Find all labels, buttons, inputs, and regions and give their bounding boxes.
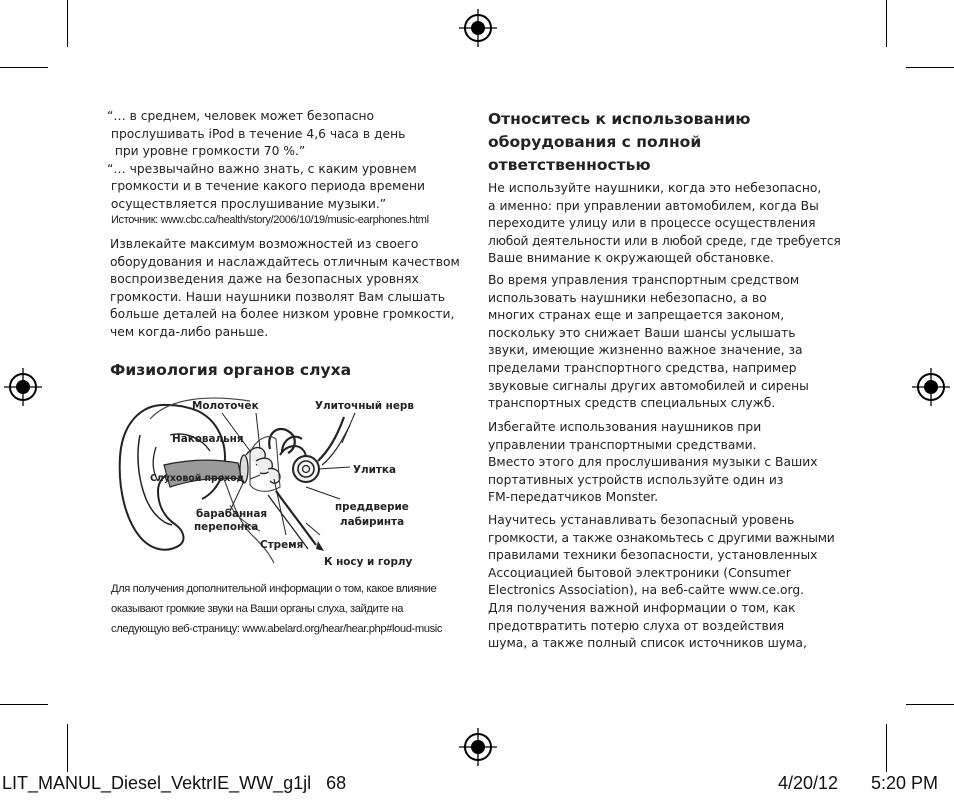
text-line: портативных устройств используйте один из [488,472,784,487]
registration-mark-icon [911,367,951,407]
paragraph-no-unsafe-use [488,180,841,268]
text-line: любой деятельности или в любой среде, где требуется [488,233,841,248]
label-hammer: Молоточек [192,400,259,412]
section-title: Физиология органов слуха [110,361,352,379]
quote-line: при уровне громкости 70 %.” [107,144,306,159]
label-vestibule: лабиринта [340,516,405,528]
text-line: пределами транспортного средства, например [488,360,797,375]
text-line: поскольку это снижает Ваши шансы услышать [488,325,796,340]
text-line: Для получения важной информации о том, как [488,600,796,615]
label-vestibule: преддверие [335,501,409,513]
print-date: 4/20/12 [778,773,839,793]
note-line: следующую веб-страницу: www.abelard.org/hear/hear.php#loud-music [111,623,443,635]
text-line: Вместо этого для прослушивания музыки с Ваших [488,455,818,470]
label-auditory-nerve: Улиточный нерв [315,400,414,412]
quote-source: Источник: www.cbc.ca/health/story/2006/10/19/music-earphones.html [111,214,429,226]
paragraph-safe-volume [488,512,835,653]
text-line: многих странах еще и запрещается законом, [488,308,785,323]
quote-line: прослушивать iPod в течение 4,6 часа в день [107,126,406,141]
text-line: Во время управления транспортным средством [488,273,800,287]
label-eardrum: барабанная [196,508,268,520]
note-line: Для получения дополнительной информации о том, какое влияние [111,583,437,595]
text-line: оборудования и наслаждайтесь отличным качеством [110,254,460,269]
crop-mark-bottom-left-horizontal [0,704,48,705]
intro-paragraph [110,236,460,342]
crop-mark-bottom-left-vertical [67,724,68,772]
text-line: звуки, имеющие жизненно важное значение, за [488,343,803,358]
text-line: Electronics Association), на веб-сайте www.ce.org. [488,583,805,598]
registration-mark-icon [458,727,498,767]
label-anvil: Наковальня [172,433,244,445]
quote-line: “… чрезвычайно важно знать, с каким уровнем [107,161,417,176]
crop-mark-top-left-horizontal [0,67,48,68]
text-line: Ваше внимание к окружающей обстановке. [488,251,774,266]
crop-mark-top-right-horizontal [906,67,954,68]
crop-mark-bottom-right-vertical [886,724,887,772]
text-line: Избегайте использования наушников при [488,420,762,434]
label-cochlea: Улитка [353,464,396,476]
more-info-note [111,579,442,639]
print-slug: LIT_MANUL_Diesel_VektrIE_WW_g1jl 68 [2,773,347,793]
text-line: Научитесь устанавливать безопасный уровень [488,513,795,527]
text-line: шума, а также полный список источников шума, [488,636,807,651]
label-ear-canal: Слуховой проход [150,473,245,484]
quote-block [107,108,425,214]
heading-line: ответственностью [488,156,651,174]
crop-mark-bottom-right-horizontal [906,704,954,705]
text-line: управлении транспортными средствами. [488,437,757,452]
text-line: FM-передатчиков Monster. [488,490,659,505]
label-eardrum: перепонка [194,521,259,533]
text-line: звуковые сигналы других автомобилей и сирены [488,378,809,393]
text-line: громкости, а также ознакомьтесь с другими важными [488,530,835,545]
heading-line: Относитесь к использованию [488,110,751,128]
note-line: оказывают громкие звуки на Ваши органы слуха, зайдите на [111,603,404,615]
text-line: правилами техники безопасности, установленных [488,548,818,563]
quote-line: осуществляется прослушивание музыки.” [107,196,387,211]
text-line: чем когда-либо раньше. [110,324,269,339]
crop-mark-top-left-vertical [67,0,68,47]
text-line: предотвратить потерю слуха от воздействия [488,618,785,633]
heading-line: оборудования с полной [488,133,702,151]
registration-mark-icon [3,367,43,407]
text-line: воспроизведения даже на безопасных уровнях [110,272,419,287]
paragraph-driving [488,272,809,413]
quote-line: “… в среднем, человек может безопасно [107,109,375,123]
crop-mark-top-right-vertical [886,0,887,47]
text-line: Извлекайте максимум возможностей из своего [110,237,419,251]
ear-anatomy-diagram [110,395,440,575]
print-time: 5:20 PM [871,773,939,793]
responsibility-heading [488,108,751,177]
text-line: а именно: при управлении автомобилем, когда Вы [488,198,819,213]
label-nose-throat: К носу и горлу [324,556,413,568]
text-line: переходите улицу или в процессе осуществления [488,216,816,231]
text-line: использовать наушники небезопасно, а во [488,290,767,305]
text-line: Не используйте наушники, когда это небезопасно, [488,181,822,195]
label-stirrup: Стремя [260,539,304,551]
paragraph-fm-transmitters [488,419,818,507]
text-line: громкости. Наши наушники позволят Вам слышать [110,289,446,304]
text-line: больше деталей на более низком уровне громкости, [110,307,455,322]
registration-mark-icon [458,8,498,48]
text-line: Ассоциацией бытовой электроники (Consumer [488,565,791,580]
text-line: транспортных средств специальных служб. [488,396,776,411]
quote-line: громкости и в течение какого периода времени [107,179,426,194]
